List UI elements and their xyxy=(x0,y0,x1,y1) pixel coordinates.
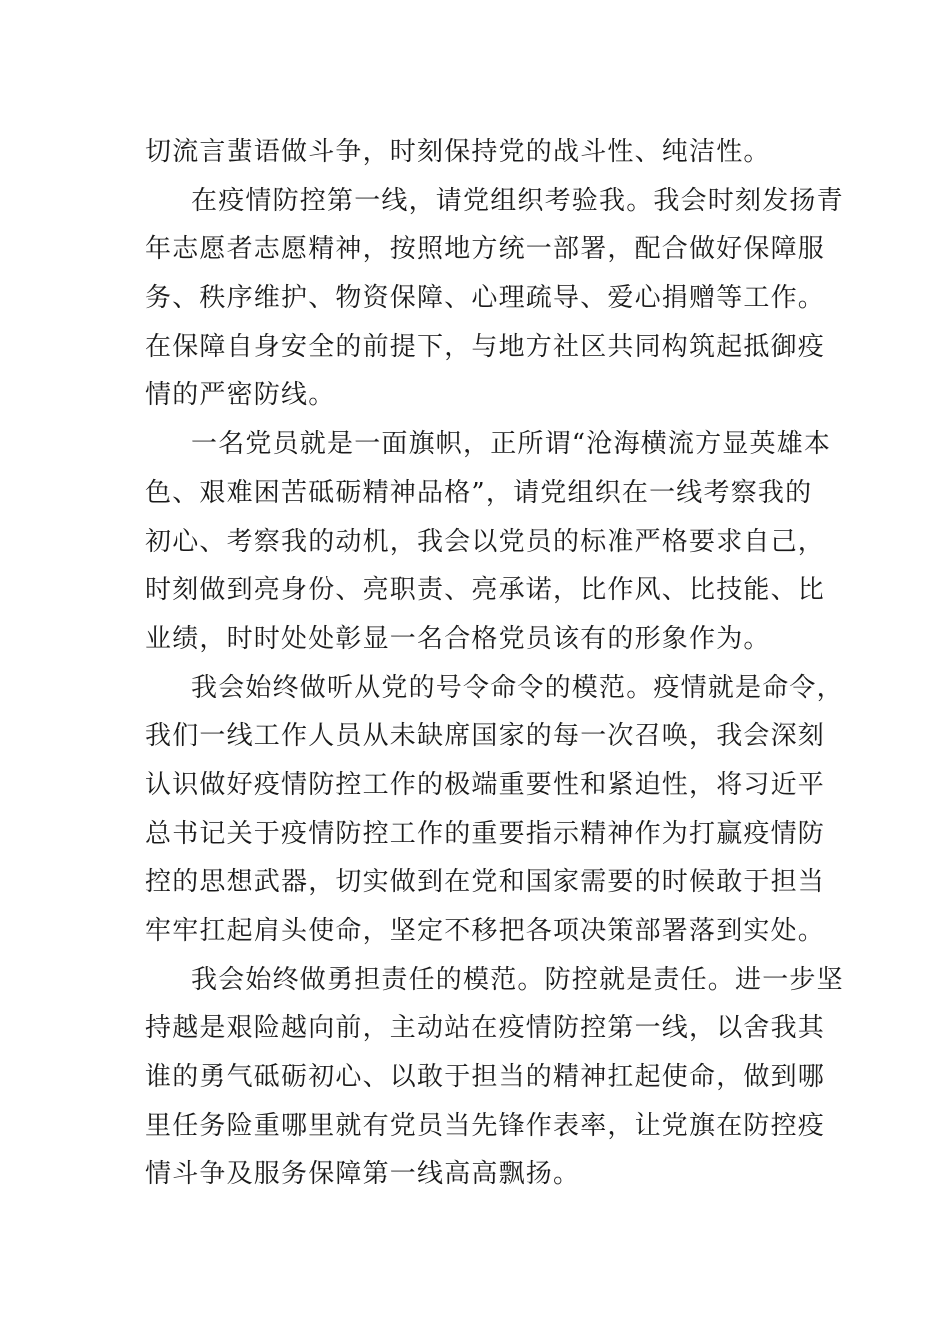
document-body xyxy=(145,128,844,1199)
text-line: 在保障自身安全的前提下，与地方社区共同构筑起抵御疫 xyxy=(145,331,826,362)
text-line: 情斗争及服务保障第一线高高飘扬。 xyxy=(145,1159,581,1190)
text-line: 业绩，时时处处彰显一名合格党员该有的形象作为。 xyxy=(145,623,771,654)
text-line: 总书记关于疫情防控工作的重要指示精神作为打赢疫情防 xyxy=(145,818,826,849)
text-line: 在疫情防控第一线，请党组织考验我。我会时刻发扬青 xyxy=(191,185,844,216)
text-line: 切流言蜚语做斗争，时刻保持党的战斗性、纯洁性。 xyxy=(145,137,771,167)
text-line: 持越是艰险越向前，主动站在疫情防控第一线，以舍我其 xyxy=(145,1013,826,1044)
text-line: 里任务险重哪里就有党员当先锋作表率，让党旗在防控疫 xyxy=(145,1110,826,1141)
text-line: 控的思想武器，切实做到在党和国家需要的时候敢于担当 xyxy=(145,867,826,898)
text-line: 我会始终做勇担责任的模范。防控就是责任。进一步坚 xyxy=(191,964,844,995)
text-line: 我们一线工作人员从未缺席国家的每一次召唤，我会深刻 xyxy=(145,721,826,752)
text-line: 情的严密防线。 xyxy=(145,380,336,411)
text-line: 谁的勇气砥砺初心、以敢于担当的精神扛起使命，做到哪 xyxy=(145,1062,826,1093)
text-line: 初心、考察我的动机，我会以党员的标准严格要求自己， xyxy=(145,526,826,557)
text-line: 牢牢扛起肩头使命，坚定不移把各项决策部署落到实处。 xyxy=(145,916,826,946)
text-line: 认识做好疫情防控工作的极端重要性和紧迫性，将习近平 xyxy=(145,769,826,800)
text-line: 我会始终做听从党的号令命令的模范。疫情就是命令， xyxy=(191,672,844,703)
text-line: 年志愿者志愿精神，按照地方统一部署，配合做好保障服 xyxy=(145,234,826,265)
text-line: 务、秩序维护、物资保障、心理疏导、爱心捐赠等工作。 xyxy=(145,283,826,314)
text-line: 色、艰难困苦砥砺精神品格”，请党组织在一线考察我的 xyxy=(145,477,813,508)
text-line: 时刻做到亮身份、亮职责、亮承诺，比作风、比技能、比 xyxy=(145,575,826,606)
text-line: 一名党员就是一面旗帜，正所谓“沧海横流方显英雄本 xyxy=(191,429,832,460)
